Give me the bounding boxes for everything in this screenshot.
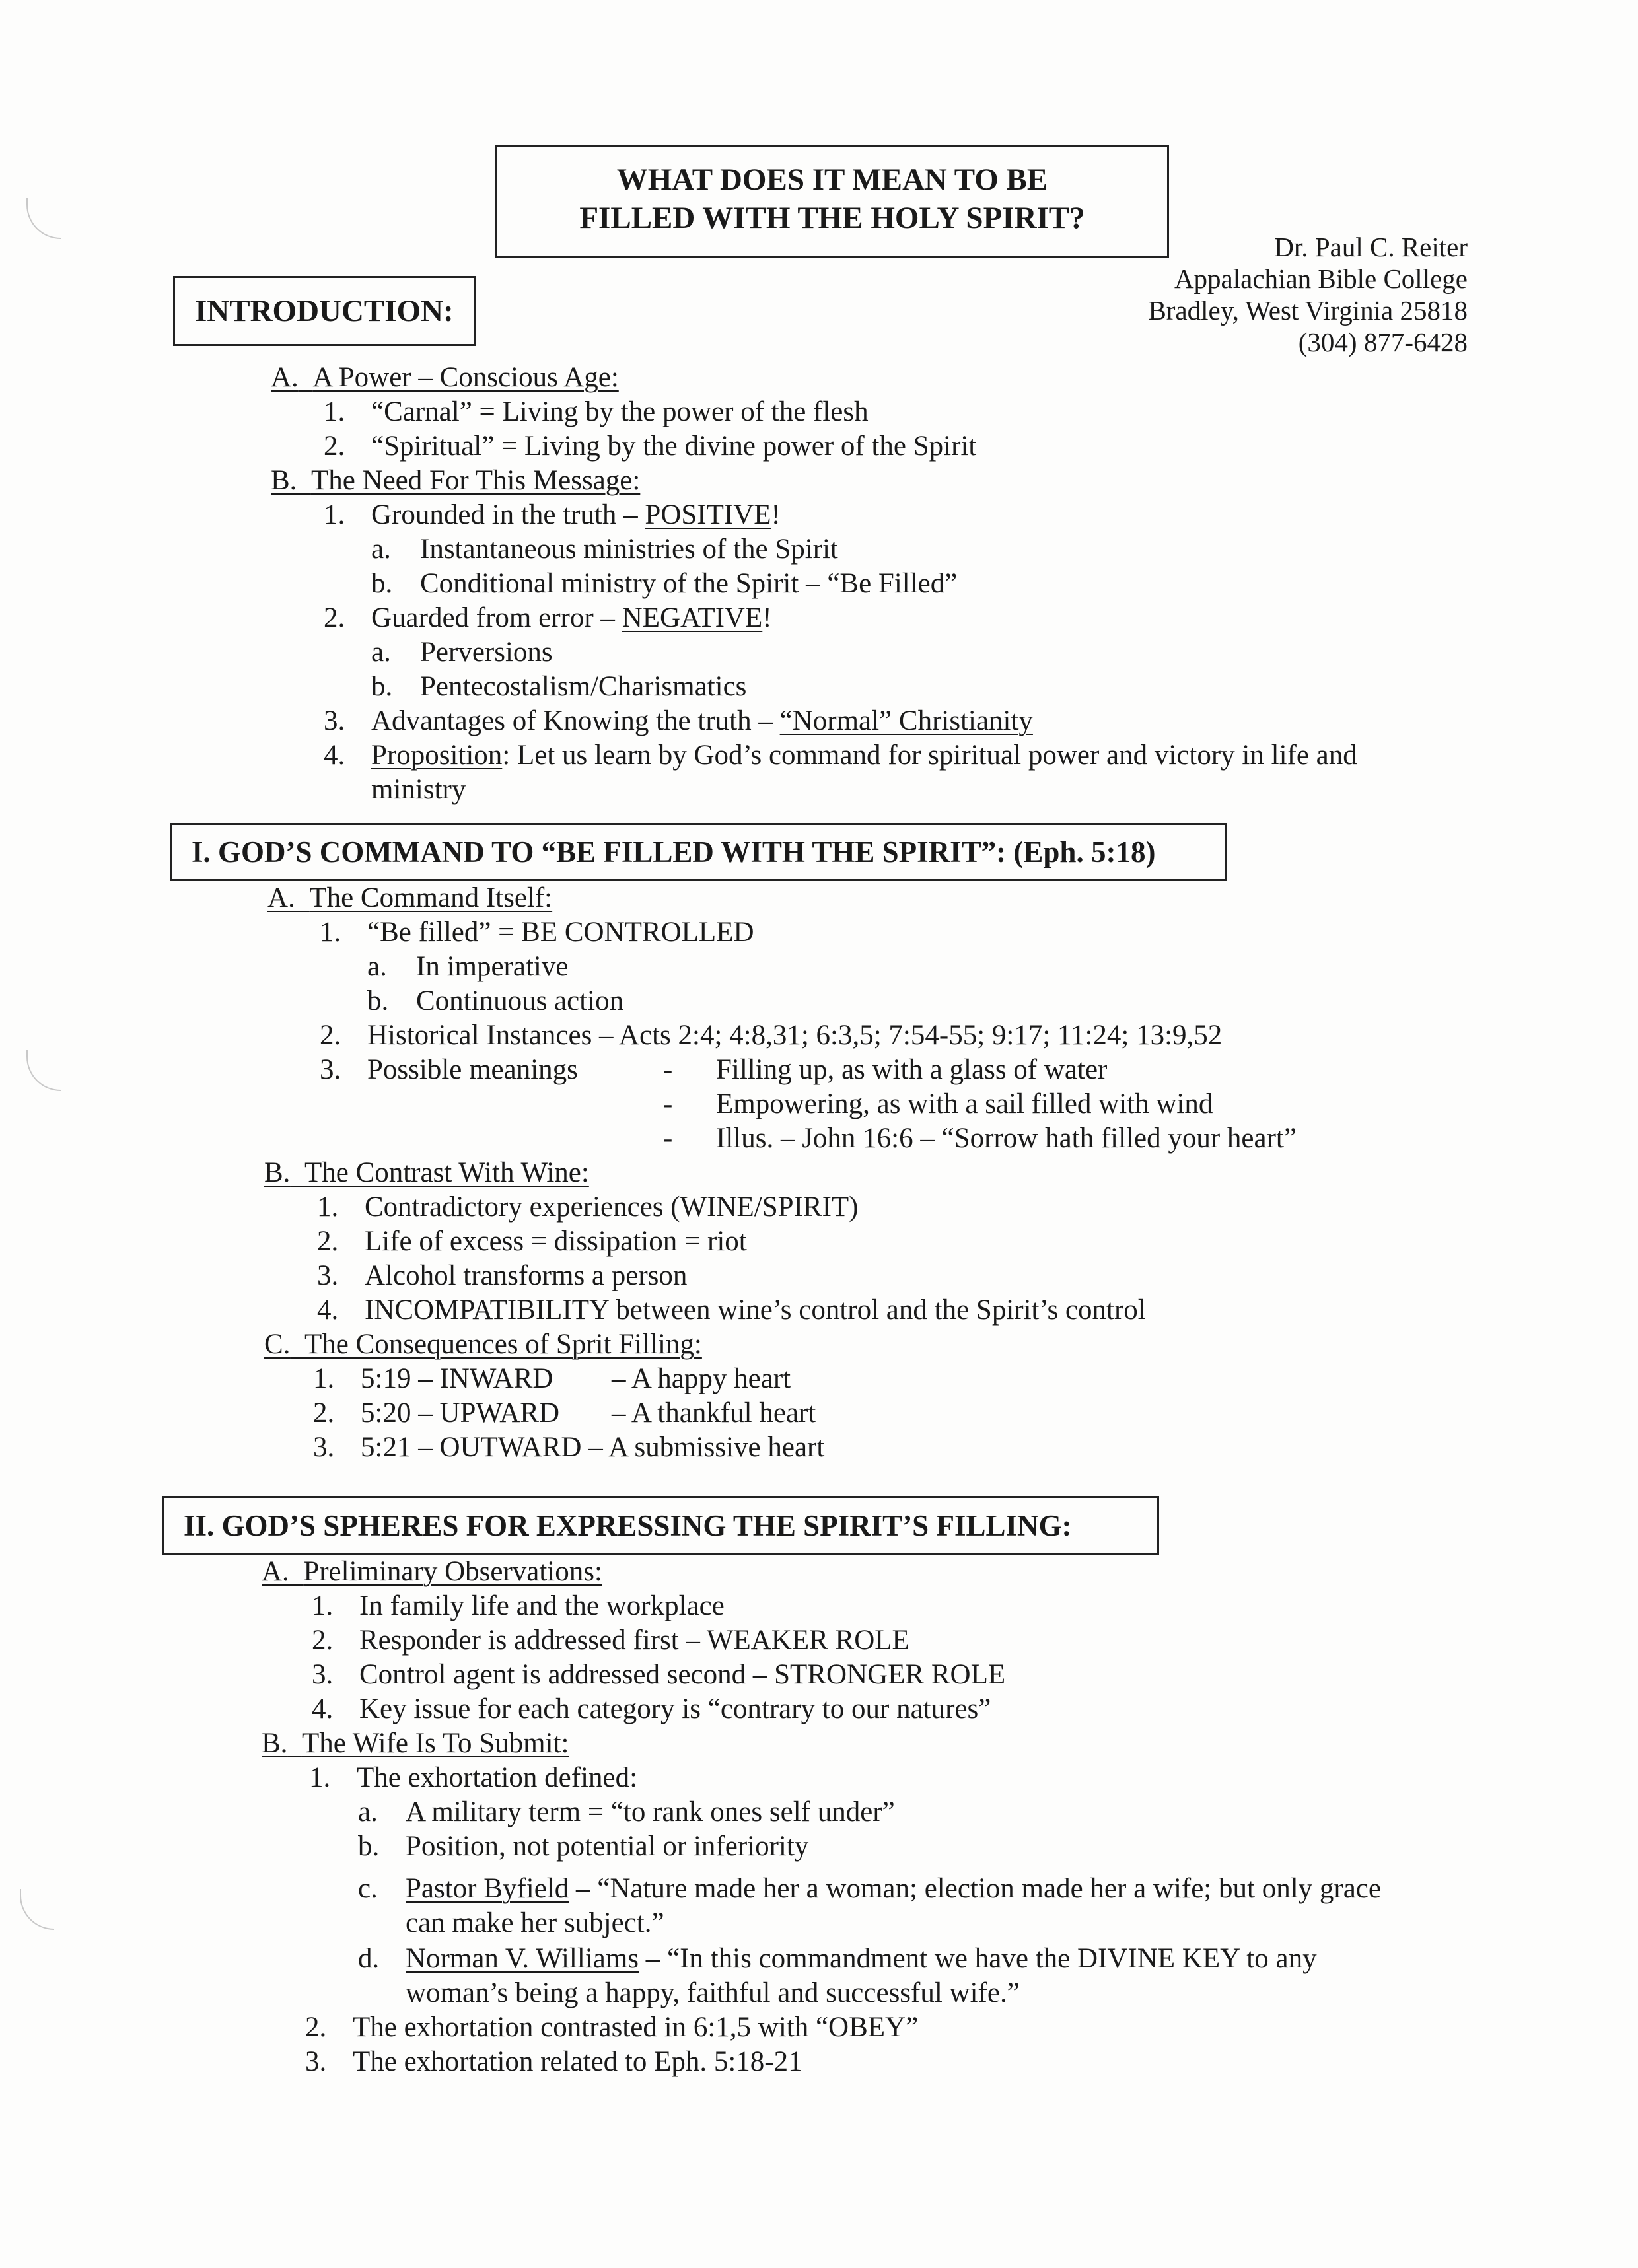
- author-name: Dr. Paul C. Reiter: [1274, 232, 1468, 262]
- title-line-1: WHAT DOES IT MEAN TO BE: [616, 162, 1048, 197]
- item-text: !: [762, 602, 772, 633]
- item-text: The exhortation defined:: [357, 1762, 638, 1793]
- item-number: 3.: [312, 1659, 334, 1690]
- outline-item: [313, 1362, 791, 1396]
- item-number: a.: [371, 637, 391, 668]
- item-text: Key issue for each category is “contrary to our natures”: [359, 1693, 991, 1724]
- item-text: The exhortation contrasted in 6:1,5 with “OBEY”: [353, 2012, 919, 2043]
- item-emphasis: Proposition: [371, 740, 503, 771]
- outline-item: [371, 670, 746, 704]
- item-number: b.: [358, 1831, 380, 1862]
- dash-item: [663, 1121, 1297, 1156]
- outline-item-continuation: ministry: [371, 774, 466, 805]
- item-number: a.: [371, 534, 391, 565]
- outline-item-continuation: can make her subject.”: [406, 1907, 664, 1938]
- item-text: Possible meanings: [367, 1054, 578, 1085]
- item-label: A.: [262, 1556, 289, 1587]
- item-text: : Let us learn by God’s command for spiritual power and victory in life and: [502, 740, 1357, 771]
- outline-item: [358, 1795, 895, 1829]
- item-number: 3.: [324, 705, 345, 736]
- item-number: 2.: [313, 1398, 335, 1429]
- item-text: Contradictory experiences (WINE/SPIRIT): [365, 1191, 859, 1223]
- outline-item: [271, 361, 619, 395]
- item-number: 1.: [312, 1590, 334, 1621]
- item-number: 1.: [313, 1363, 335, 1394]
- outline-item: [271, 464, 640, 498]
- outline-item: [313, 1431, 824, 1465]
- item-text: Control agent is addressed second – STRONGER ROLE: [359, 1659, 1006, 1690]
- title-box: [495, 145, 1169, 258]
- item-text: – “Nature made her a woman; election made her a wife; but only grace: [569, 1873, 1381, 1904]
- item-text: Illus. – John 16:6 – “Sorrow hath filled your heart”: [716, 1123, 1297, 1154]
- item-number: 1.: [324, 499, 345, 530]
- item-text: In imperative: [416, 951, 569, 982]
- dash-marker: -: [663, 1054, 673, 1085]
- item-text: – “In this commandment we have the DIVINE KEY to any: [639, 1943, 1317, 1974]
- item-text: In family life and the workplace: [359, 1590, 725, 1621]
- item-number: 4.: [317, 1294, 339, 1326]
- author-phone: (304) 877-6428: [1298, 327, 1468, 357]
- item-number: 2.: [320, 1020, 341, 1051]
- outline-item: [317, 1259, 687, 1293]
- outline-item: [317, 1190, 858, 1224]
- item-reference: 5:20 – UPWARD: [361, 1398, 560, 1429]
- item-label: B.: [262, 1728, 288, 1759]
- outline-item: [371, 567, 957, 601]
- outline-item: [312, 1589, 725, 1623]
- item-text: The Need For This Message:: [310, 465, 641, 496]
- item-number: 1.: [309, 1762, 331, 1793]
- outline-item: [313, 1396, 816, 1431]
- item-text: Position, not potential or inferiority: [406, 1831, 809, 1862]
- item-text: Life of excess = dissipation = riot: [365, 1226, 747, 1257]
- item-number: 3.: [317, 1260, 339, 1291]
- item-number: 4.: [312, 1693, 334, 1724]
- item-number: 1.: [324, 396, 345, 427]
- item-text: Empowering, as with a sail filled with wind: [716, 1088, 1213, 1119]
- item-text: Instantaneous ministries of the Spirit: [420, 534, 838, 565]
- item-emphasis: POSITIVE: [645, 499, 771, 530]
- outline-item: [320, 1053, 578, 1087]
- item-number: 3.: [313, 1432, 335, 1463]
- outline-item: [324, 738, 1357, 773]
- item-text: Pentecostalism/Charismatics: [420, 671, 747, 702]
- title-line-2: FILLED WITH THE HOLY SPIRIT?: [579, 201, 1085, 235]
- item-number: a.: [358, 1796, 378, 1827]
- outline-item: [267, 881, 552, 915]
- outline-item: [358, 1872, 1381, 1906]
- author-college: Appalachian Bible College: [1174, 264, 1468, 294]
- item-number: a.: [367, 951, 387, 982]
- item-number: 4.: [324, 740, 345, 771]
- item-number: c.: [358, 1873, 378, 1904]
- item-text: A military term = “to rank ones self under”: [406, 1796, 895, 1827]
- item-label: A.: [271, 362, 299, 393]
- outline-item: [367, 984, 623, 1018]
- item-number: 1.: [317, 1191, 339, 1223]
- item-number: 2.: [324, 602, 345, 633]
- outline-item: [324, 498, 781, 532]
- item-text: A Power – Conscious Age:: [312, 362, 619, 393]
- dash-item: [663, 1087, 1213, 1121]
- dash-marker: -: [663, 1123, 673, 1154]
- item-number: b.: [371, 568, 393, 599]
- hole-punch-mark: [26, 198, 61, 239]
- item-text: – A thankful heart: [612, 1398, 816, 1429]
- item-number: 2.: [324, 431, 345, 462]
- item-text: – A happy heart: [612, 1363, 791, 1394]
- hole-punch-mark: [20, 1889, 54, 1930]
- item-text: “Be filled” = BE CONTROLLED: [367, 917, 754, 948]
- item-text: – A submissive heart: [588, 1432, 825, 1463]
- author-location: Bradley, West Virginia 25818: [1148, 295, 1468, 326]
- item-number: 2.: [317, 1226, 339, 1257]
- item-emphasis: Pastor Byfield: [406, 1873, 569, 1904]
- outline-item: [358, 1942, 1317, 1976]
- outline-item: [264, 1328, 702, 1362]
- section-2-heading: II. GOD’S SPHERES FOR EXPRESSING THE SPIRIT’S FILLING:: [162, 1496, 1159, 1555]
- item-text: “Carnal” = Living by the power of the flesh: [371, 396, 869, 427]
- item-text: Responder is addressed first – WEAKER ROLE: [359, 1625, 909, 1656]
- hole-punch-mark: [26, 1050, 61, 1091]
- item-text: Filling up, as with a glass of water: [716, 1054, 1108, 1085]
- item-emphasis: Norman V. Williams: [406, 1943, 639, 1974]
- outline-item: [324, 395, 869, 429]
- item-reference: 5:19 – INWARD: [361, 1363, 553, 1394]
- outline-item: [317, 1224, 747, 1259]
- item-text: Conditional ministry of the Spirit – “Be Filled”: [420, 568, 958, 599]
- outline-item: [371, 635, 553, 670]
- item-label: B.: [264, 1157, 291, 1188]
- item-text: Historical Instances – Acts 2:4; 4:8,31; 6:3,5; 7:54-55; 9:17; 11:24; 13:9,52: [367, 1020, 1223, 1051]
- item-text: INCOMPATIBILITY between wine’s control and the Spirit’s control: [365, 1294, 1146, 1326]
- dash-marker: -: [663, 1088, 673, 1119]
- item-text: The Wife Is To Submit:: [301, 1728, 569, 1759]
- outline-item: [309, 1761, 637, 1795]
- item-text: The Consequences of Sprit Filling:: [304, 1329, 702, 1360]
- item-text: Preliminary Observations:: [303, 1556, 602, 1587]
- outline-item: [320, 915, 754, 950]
- outline-item: [264, 1156, 589, 1190]
- item-label: C.: [264, 1329, 291, 1360]
- outline-item: [305, 2010, 918, 2045]
- item-label: A.: [267, 882, 295, 913]
- outline-item: [312, 1623, 909, 1658]
- item-number: b.: [367, 985, 389, 1016]
- item-text: Continuous action: [416, 985, 624, 1016]
- item-text: !: [771, 499, 781, 530]
- item-emphasis: “Normal” Christianity: [779, 705, 1033, 736]
- item-text: The Contrast With Wine:: [304, 1157, 589, 1188]
- item-number: 3.: [320, 1054, 341, 1085]
- outline-item: [312, 1692, 991, 1726]
- item-emphasis: NEGATIVE: [622, 602, 763, 633]
- outline-item: [324, 704, 1033, 738]
- item-number: 1.: [320, 917, 341, 948]
- section-1-heading: I. GOD’S COMMAND TO “BE FILLED WITH THE SPIRIT”: (Eph. 5:18): [170, 823, 1227, 881]
- outline-item: [320, 1018, 1222, 1053]
- outline-item: [358, 1829, 808, 1864]
- outline-item: [262, 1726, 569, 1761]
- item-text: “Spiritual” = Living by the divine power of the Spirit: [371, 431, 977, 462]
- item-reference: 5:21 – OUTWARD: [361, 1432, 582, 1463]
- outline-item-continuation: woman’s being a happy, faithful and successful wife.”: [406, 1977, 1020, 2008]
- item-number: 3.: [305, 2046, 327, 2077]
- outline-item: [312, 1658, 1005, 1692]
- item-text: Grounded in the truth –: [371, 499, 645, 530]
- outline-item: [367, 950, 568, 984]
- item-text: Advantages of Knowing the truth –: [371, 705, 780, 736]
- dash-item: [663, 1053, 1107, 1087]
- outline-item: [305, 2045, 802, 2079]
- item-text: The exhortation related to Eph. 5:18-21: [353, 2046, 802, 2077]
- introduction-heading: INTRODUCTION:: [173, 276, 476, 346]
- outline-item: [317, 1293, 1146, 1328]
- outline-item: [324, 429, 976, 464]
- outline-item: [262, 1555, 602, 1589]
- item-number: 2.: [312, 1625, 334, 1656]
- author-block: [1148, 231, 1468, 358]
- outline-item: [324, 601, 772, 635]
- item-number: d.: [358, 1943, 380, 1974]
- item-text: The Command Itself:: [309, 882, 553, 913]
- item-text: Guarded from error –: [371, 602, 622, 633]
- item-number: 2.: [305, 2012, 327, 2043]
- item-number: b.: [371, 671, 393, 702]
- item-label: B.: [271, 465, 297, 496]
- outline-item: [371, 532, 838, 567]
- item-text: Perversions: [420, 637, 553, 668]
- item-text: Alcohol transforms a person: [365, 1260, 688, 1291]
